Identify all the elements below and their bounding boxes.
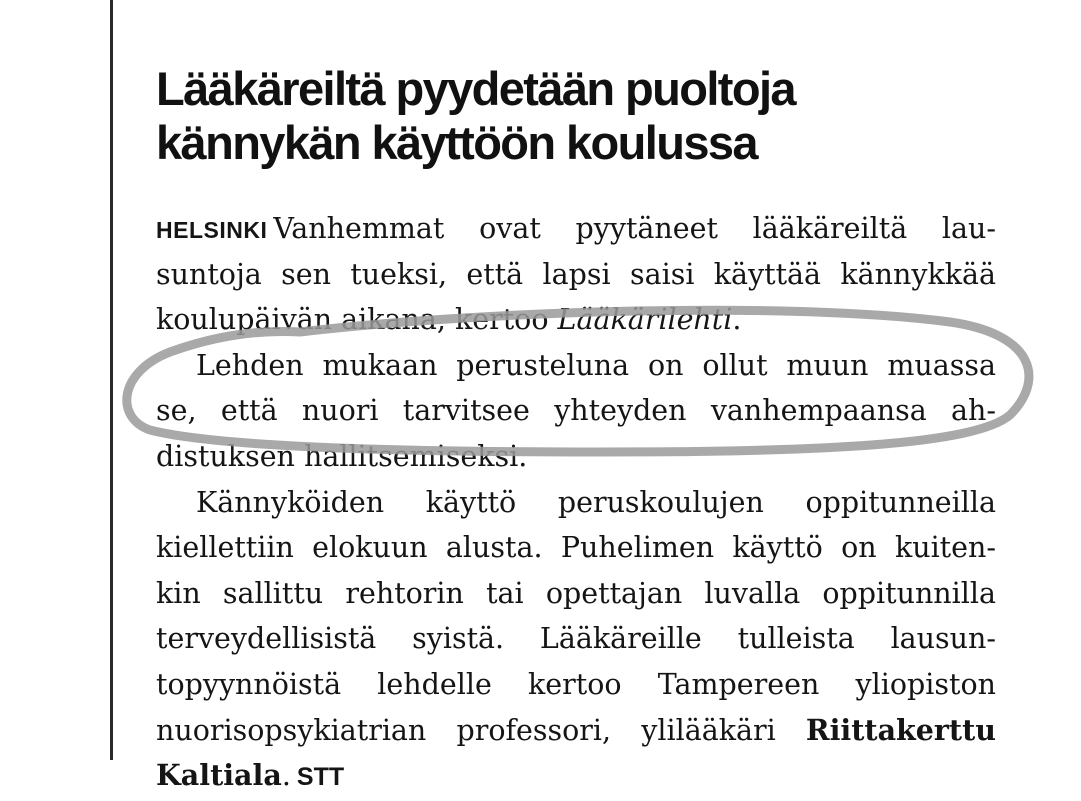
body-text-1: Vanhemmat ovat pyytäneet lääkäreiltä lau-	[273, 212, 996, 245]
body-line-3	[156, 297, 996, 343]
person-name-first: Riittakerttu	[805, 712, 996, 747]
body-line-7: Kännyköiden käyttö peruskoulujen oppitunneilla	[196, 485, 996, 519]
body-line-2: suntoja sen tueksi, että lapsi saisi käyttää kännykkää	[156, 257, 996, 291]
body-text-3-end: .	[732, 303, 742, 337]
body-line-12	[156, 708, 996, 754]
body-line-1	[156, 206, 996, 252]
body-line-11: topyynnöistä lehdelle kertoo Tampereen yliopiston	[156, 667, 996, 701]
body-line-9: kin sallittu rehtorin tai opettajan luvalla oppitunnilla	[156, 576, 996, 610]
body-line-4: Lehden mukaan perusteluna on ollut muun muassa	[196, 348, 996, 382]
dateline: HELSINKI	[156, 217, 268, 243]
body-text-3: koulupäivän aikana, kertoo	[156, 303, 549, 337]
publication-name: Lääkärilehti	[557, 303, 733, 337]
body-line-6: distuksen hallitsemiseksi.	[156, 439, 528, 473]
body-line-5: se, että nuori tarvitsee yhteyden vanhempaansa ah-	[156, 394, 996, 428]
body-text-12: nuorisopsykiatrian professori, ylilääkäri	[156, 713, 776, 747]
body-line-8: kiellettiin elokuun alusta. Puhelimen käyttö on kuiten-	[156, 531, 996, 565]
article-body	[156, 206, 996, 799]
person-name-last: Kaltiala	[156, 758, 282, 793]
headline-line-1: Lääkäreiltä pyydetään puoltoja	[156, 62, 795, 115]
column-rule	[110, 0, 113, 760]
agency-credit: STT	[296, 763, 345, 792]
headline	[156, 62, 1036, 170]
body-text-13-end: .	[281, 759, 291, 793]
body-line-10: terveydellisistä syistä. Lääkäreille tulleista lausun-	[156, 622, 996, 656]
headline-line-2: kännykän käyttöön koulussa	[156, 116, 757, 169]
